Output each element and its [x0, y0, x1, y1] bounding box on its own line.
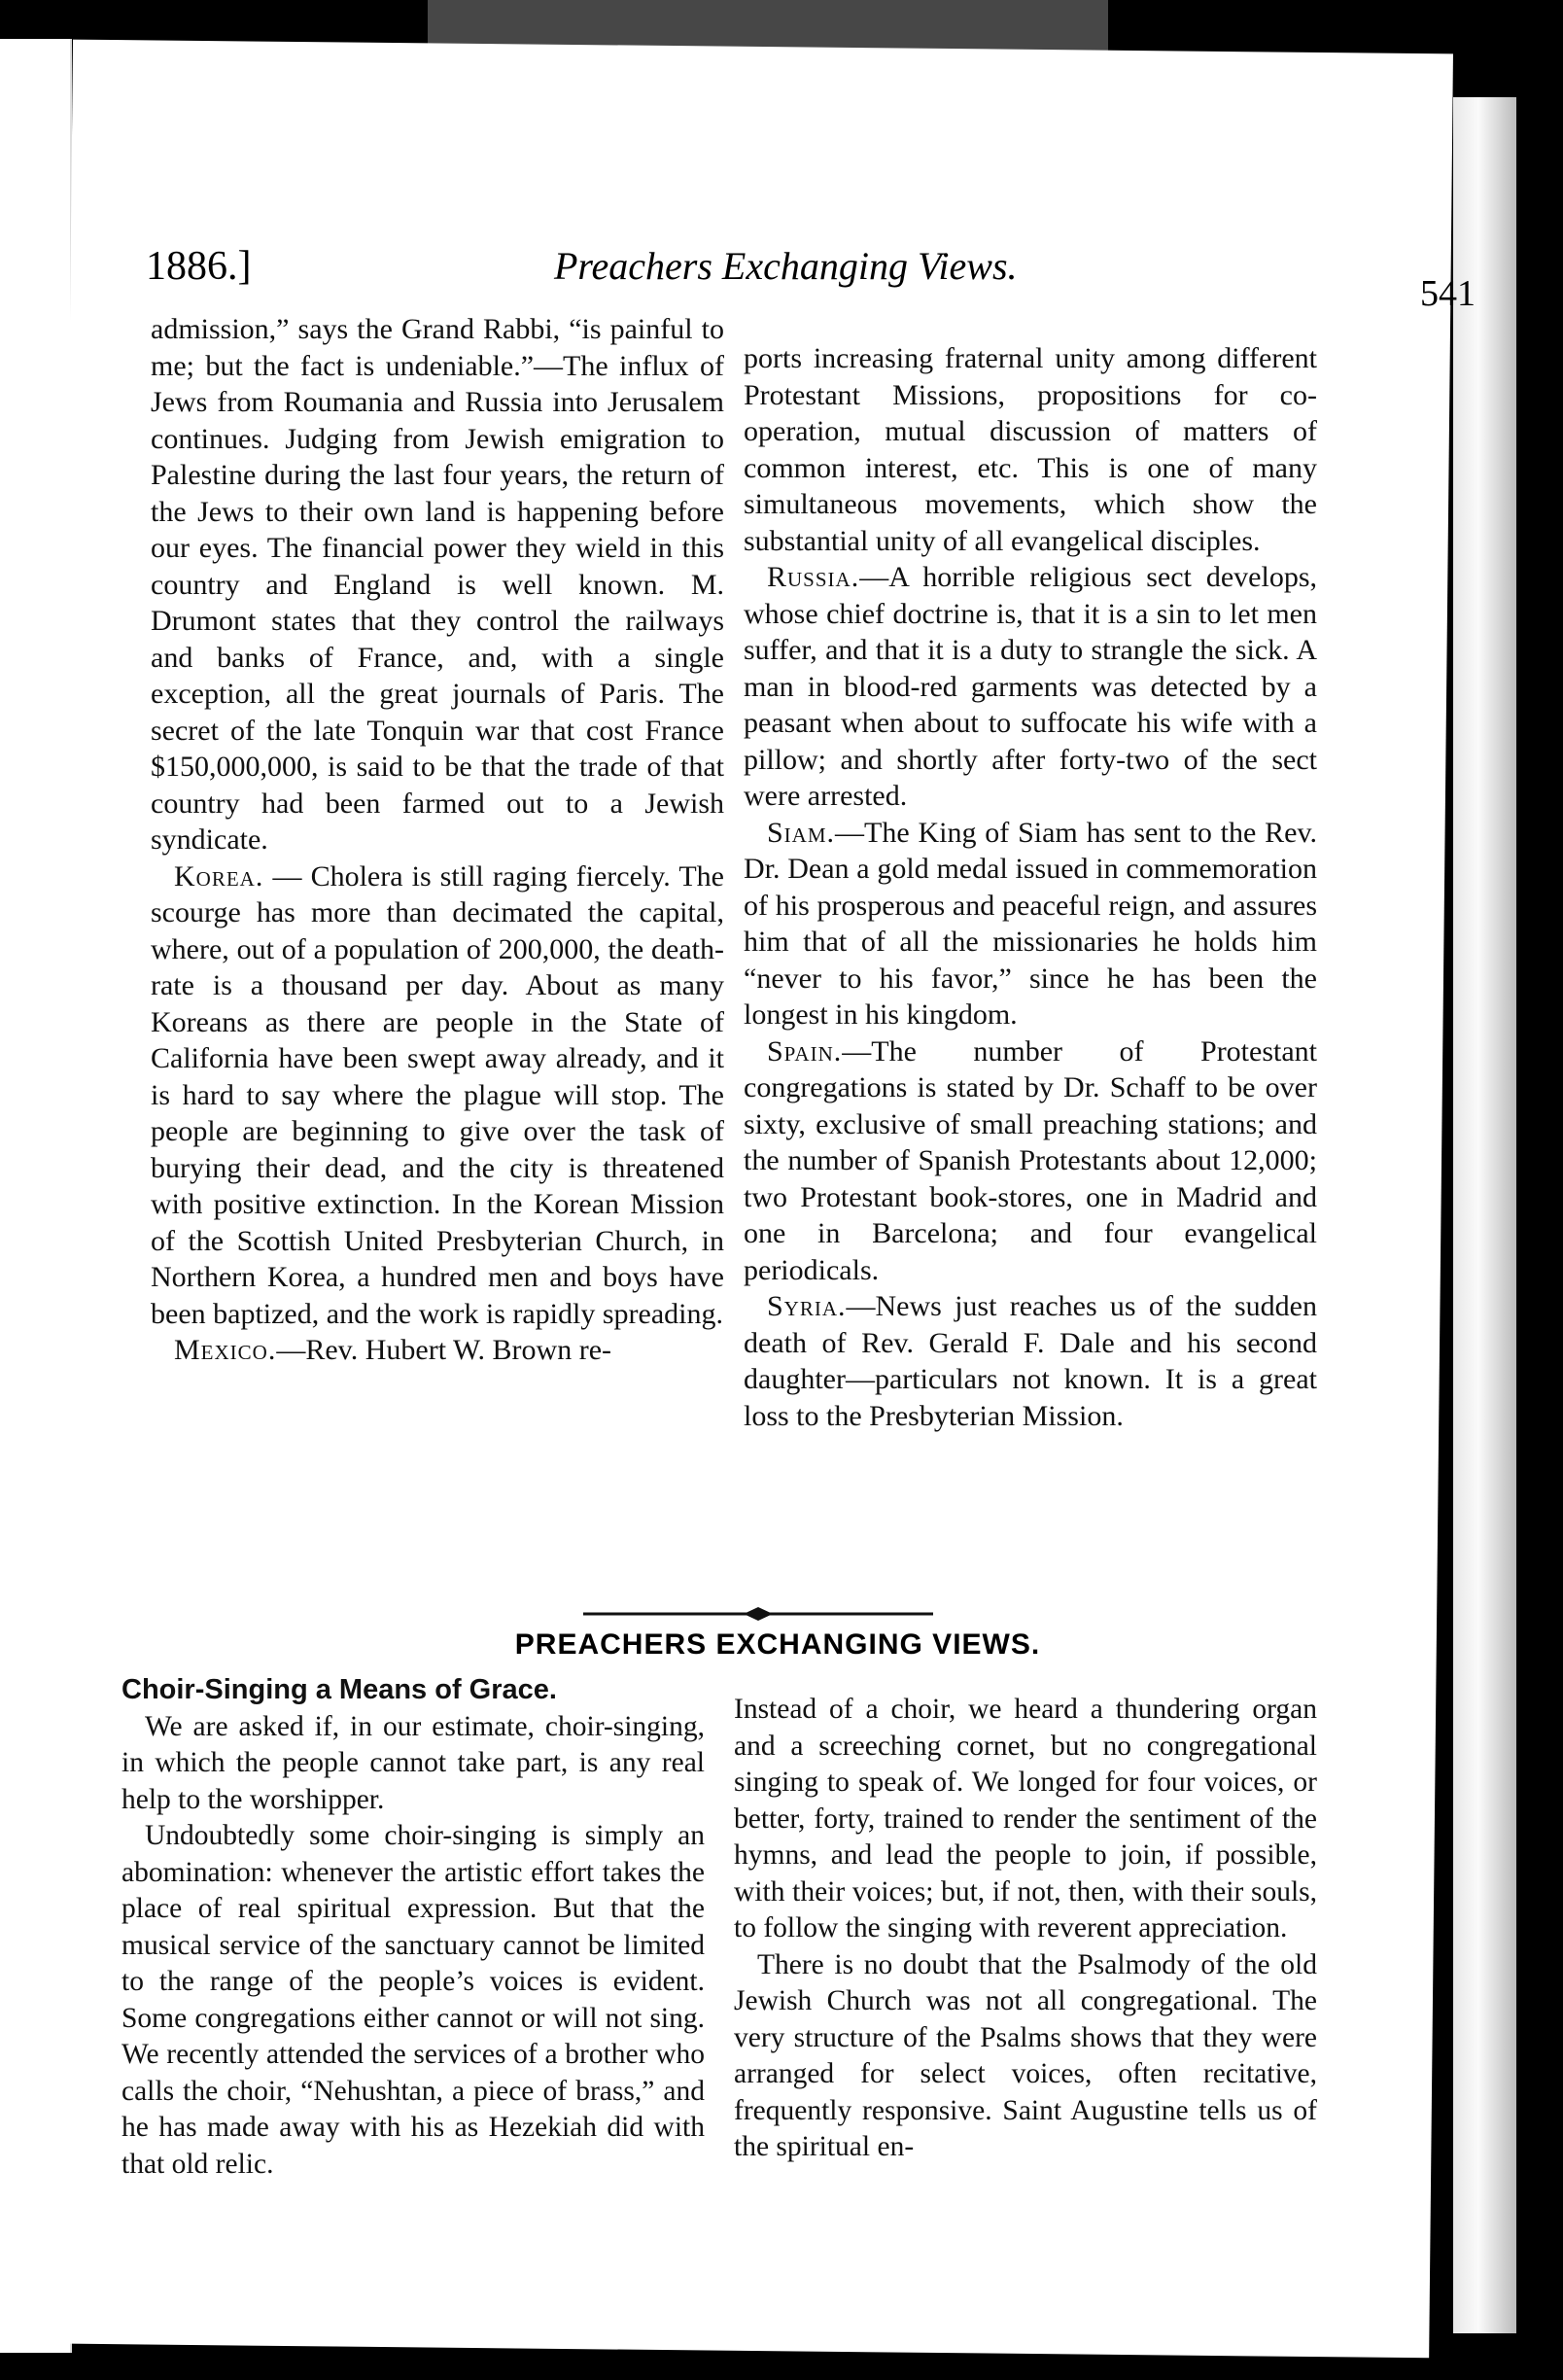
label-russia: Russia.: [767, 561, 860, 593]
page-stack-edge: [1453, 97, 1516, 2333]
text-mexico: —Rev. Hubert W. Brown re-: [276, 1334, 612, 1366]
paragraph-mexico-cont: ports increasing fraternal unity among different Protestant Missions, propositions for co-operation, mutual discussion of matters of common interest, etc. This is one of many simultaneous movements, which show the substantial unity of all evangelical disciples.: [744, 342, 1317, 557]
label-korea: Korea.: [174, 859, 264, 892]
text-spain: —The number of Protestant congregations is stated by Dr. Schaff to be over sixty, exclusive of small preaching stations; and the number of Spanish Protestants about 12,000; two Protestant book-stores, one in Madrid and one in Barcelona; and four evangelical periodicals.: [744, 1034, 1317, 1286]
article-paragraph-3: Instead of a choir, we heard a thundering organ and a screeching cornet, but no congregational singing to speak of. We longed for four voices, or better, forty, trained to render the sentiment of the hymns, and lead the people to join, if possible, with their voices; but, if not, then, with their souls, to follow the singing with reverent appreciation.: [734, 1694, 1317, 1943]
running-title: Preachers Exchanging Views.: [554, 244, 1018, 288]
section-ornament-rule: [583, 1604, 933, 1624]
paragraph-russia: [744, 559, 1317, 815]
paragraph-mexico: [151, 1332, 724, 1369]
text-siam: —The King of Siam has sent to the Rev. Dr. Dean a gold medal issued in commemoration of his prosperous and peaceful reign, and assures him that of all the missionaries he holds him “never to his favor,” since he has been the longest in his kingdom.: [744, 816, 1317, 1031]
header-year: 1886.]: [146, 244, 252, 289]
label-syria: Syria.: [767, 1290, 847, 1322]
column-left-top: [151, 311, 724, 1369]
article-paragraph-1: We are asked if, in our estimate, choir-singing, in which the people cannot take part, is any real help to the worshipper.: [122, 1710, 705, 1815]
paragraph-syria: [744, 1288, 1317, 1434]
page-number: 541: [1420, 273, 1476, 314]
text-syria: —News just reaches us of the sudden death of Rev. Gerald F. Dale and his second daughter—particulars not known. It is a great loss to the Presbyterian Mission.: [744, 1290, 1317, 1432]
article-paragraph-2: Undoubtedly some choir-singing is simply an abomination: whenever the artistic effort takes the place of real spiritual expression. But that the musical service of the sanctuary cannot be limited to the range of the people’s voices is evident. Some congregations either cannot or will not sing. We recently attended the services of a brother who calls the choir, “Nehushtan, a piece of brass,” and he has made away with his as Hezekiah did with that old relic.: [122, 1820, 705, 2180]
text-russia: —A horrible religious sect develops, whose chief doctrine is, that it is a sin to let men suffer, and that it is a duty to strangle the sick. A man in blood-red garments was detected by a peasant when about to suffocate his wife with a pillow; and shortly after forty-two of the sect were arrested.: [744, 561, 1317, 812]
paragraph-korea: [151, 858, 724, 1333]
article-paragraph-4: There is no doubt that the Psalmody of the old Jewish Church was not all congregational. The very structure of the Psalms shows that they were arranged for select voices, often recitative, frequently responsive. Saint Augustine tells us of the spiritual en-: [734, 1948, 1317, 2162]
section-title: PREACHERS EXCHANGING VIEWS.: [514, 1628, 1041, 1661]
column-right-bottom: [734, 1692, 1317, 2166]
label-spain: Spain.: [767, 1034, 843, 1068]
label-mexico: Mexico.: [174, 1334, 277, 1366]
running-head: [146, 194, 1476, 314]
label-siam: Siam.: [767, 816, 836, 849]
paragraph-siam: [744, 815, 1317, 1033]
article-title: Choir-Singing a Means of Grace.: [122, 1674, 557, 1705]
paragraph-jews: admission,” says the Grand Rabbi, “is painful to me; but the fact is undeniable.”—The influx of Jews from Roumania and Russia into Jerusalem continues. Judging from Jewish emigration to Palestine during the last four years, the return of the Jews to their own land is happening before our eyes. The financial power they wield in this country and England is well known. M. Drumont states that they control the railways and banks of France, and, with a single exception, all the great journals of Paris. The secret of the late Tonquin war that cost France $150,000,000, is said to be that the trade of that country had been farmed out to a Jewish syndicate.: [151, 313, 724, 856]
column-right-top: [744, 340, 1317, 1434]
text-korea: — Cholera is still raging fiercely. The scourge has more than decimated the capital, where, out of a population of 200,000, the death-rate is a thousand per day. About as many Koreans as there are people in the State of California have been swept away already, and it is hard to say where the plague will stop. The people are beginning to give over the task of burying their dead, and the city is threatened with positive extinction. In the Korean Mission of the Scottish United Presbyterian Church, in Northern Korea, a hundred men and boys have been baptized, and the work is rapidly spreading.: [151, 859, 724, 1330]
paragraph-spain: [744, 1033, 1317, 1289]
column-left-bottom: [122, 1672, 705, 2183]
